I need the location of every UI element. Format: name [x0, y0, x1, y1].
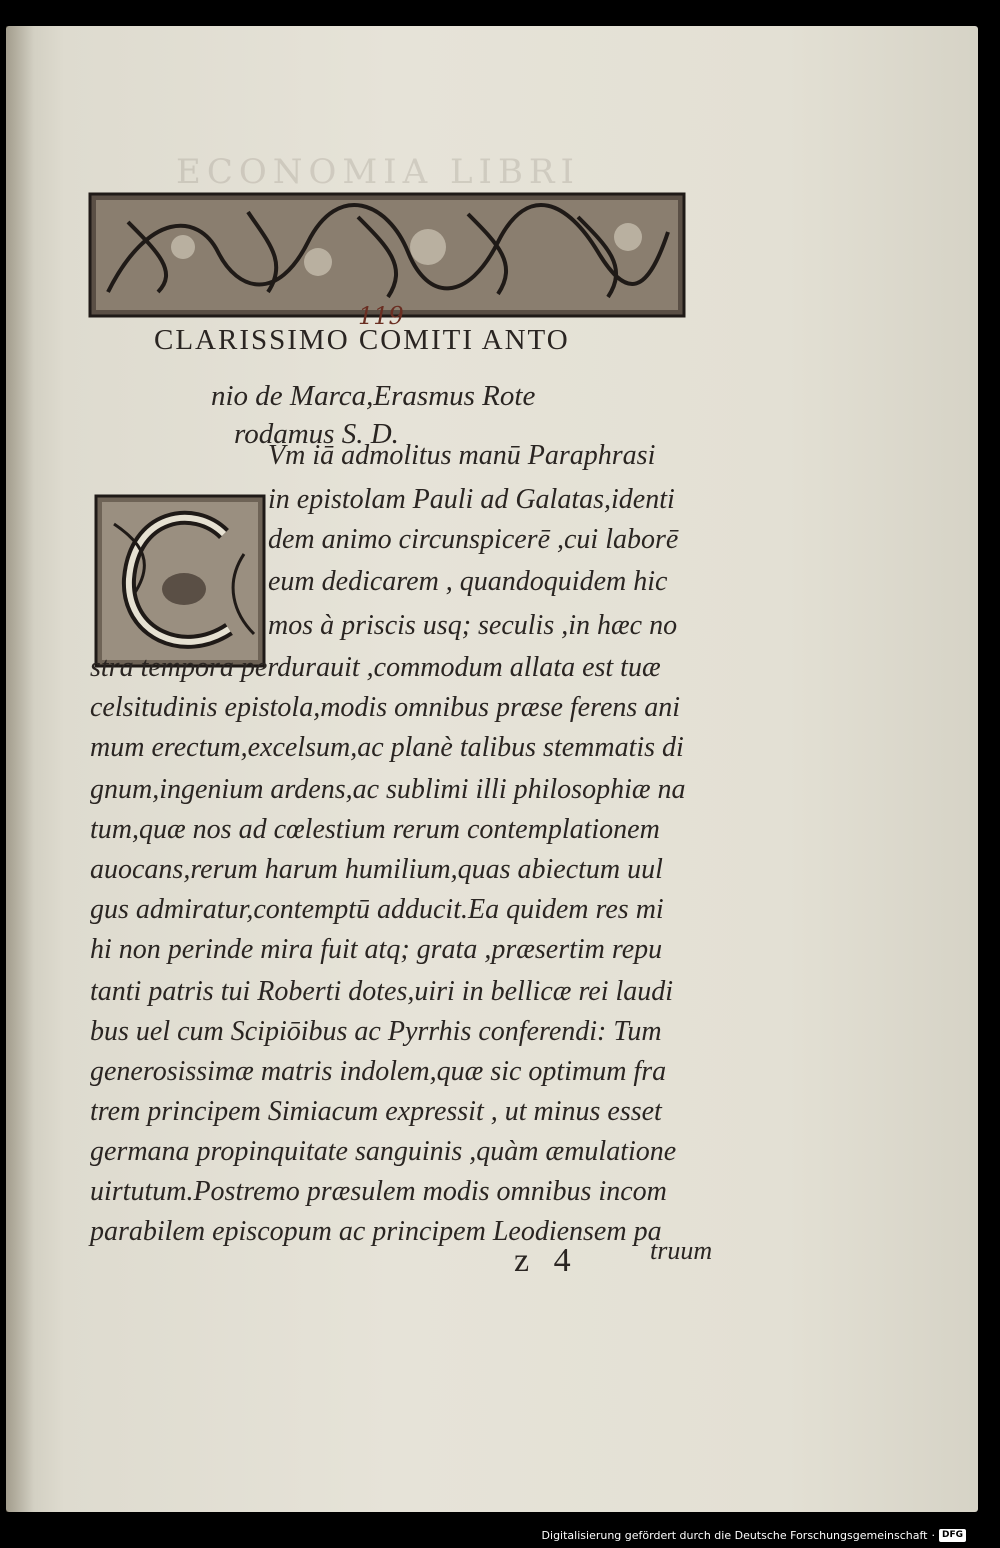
body-line: eum dedicarem , quandoquidem hic	[268, 566, 668, 597]
dedication-heading: CLARISSIMO COMITI ANTO	[154, 324, 570, 356]
body-line: mos à priscis usq; seculis ,in hæc no	[268, 610, 678, 641]
dfg-logo-icon: DFG	[939, 1529, 966, 1542]
gutter-shadow	[6, 26, 34, 1512]
ornamental-headpiece	[88, 192, 686, 318]
signature-mark: z 4	[514, 1242, 579, 1279]
body-line: generosissimæ matris indolem,quæ sic optimum fra	[90, 1056, 667, 1087]
body-line: Vm iā admolitus manū Paraphrasi	[268, 440, 656, 471]
body-line: auocans,rerum harum humilium,quas abiectum uul	[90, 854, 663, 885]
body-line: tanti patris tui Roberti dotes,uiri in bellicæ rei laudi	[90, 976, 674, 1007]
digitization-credit: Digitalisierung gefördert durch die Deutsche Forschungsgemeinschaft · DFG	[542, 1529, 966, 1542]
book-page	[6, 26, 978, 1512]
body-line: bus uel cum Scipiōibus ac Pyrrhis conferendi: Tum	[90, 1016, 662, 1047]
body-line: trem principem Simiacum expressit , ut minus esset	[90, 1096, 662, 1127]
body-line: uirtutum.Postremo præsulem modis omnibus incom	[90, 1176, 667, 1207]
body-line: germana propinquitate sanguinis ,quàm æmulatione	[90, 1136, 677, 1167]
body-line: dem animo circunspicerē ,cui laborē	[268, 524, 679, 555]
body-line: stra tempora perdurauit ,commodum allata est tuæ	[90, 652, 661, 683]
manuscript-folio-number: 119	[358, 302, 404, 330]
dedication-subheading-line-2: rodamus S. D.	[234, 418, 399, 450]
catchword: truum	[650, 1236, 713, 1265]
body-line: hi non perinde mira fuit atq; grata ,præsertim repu	[90, 934, 663, 965]
body-line: mum erectum,excelsum,ac planè talibus stemmatis di	[90, 732, 684, 763]
body-line: parabilem episcopum ac principem Leodiensem pa	[90, 1216, 662, 1247]
body-line: gnum,ingenium ardens,ac sublimi illi philosophiæ na	[90, 774, 686, 805]
body-line: gus admiratur,contemptū adducit.Ea quidem res mi	[90, 894, 664, 925]
body-line: in epistolam Pauli ad Galatas,identi	[268, 484, 675, 515]
dedication-subheading-line-1: nio de Marca,Erasmus Rote	[211, 380, 536, 412]
show-through-text: ECONOMIA LIBRI	[176, 152, 580, 192]
credit-text: Digitalisierung gefördert durch die Deutsche Forschungsgemeinschaft	[541, 1529, 928, 1542]
body-line: celsitudinis epistola,modis omnibus præse ferens ani	[90, 692, 681, 723]
body-line: tum,quæ nos ad cœlestium rerum contemplationem	[90, 814, 660, 845]
decorated-initial-c	[94, 494, 266, 668]
